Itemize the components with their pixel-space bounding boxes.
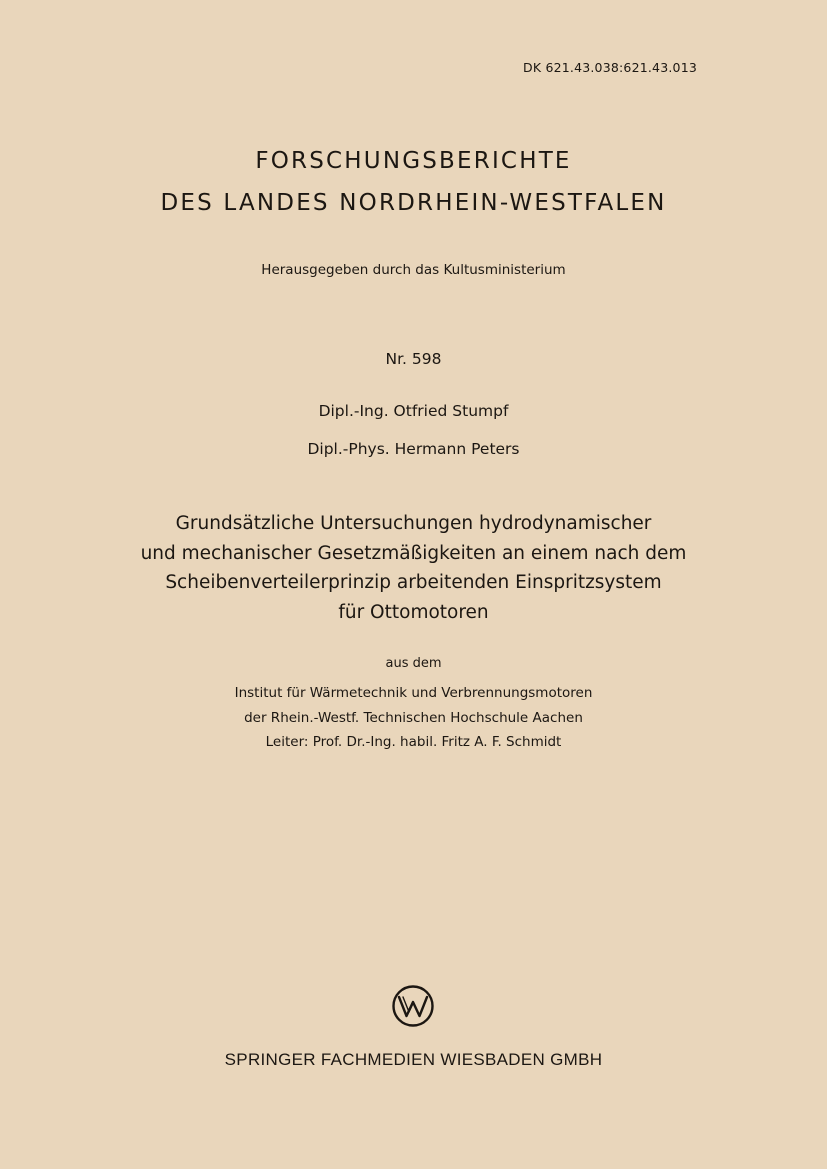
institute-line: Institut für Wärmetechnik und Verbrennungsmotoren [234,685,593,701]
institute-block [0,681,827,755]
institute-line: Leiter: Prof. Dr.-Ing. habil. Fritz A. F. Schmidt [265,734,562,750]
author-1: Dipl.-Ing. Otfried Stumpf [318,402,509,420]
publisher-logo-icon [391,984,435,1028]
report-number: Nr. 598 [385,350,442,368]
series-title-line-2: DES LANDES NORDRHEIN-WESTFALEN [160,190,667,216]
origin-intro: aus dem [385,656,442,671]
report-title [0,509,827,627]
classification-code: DK 621.43.038:621.43.013 [523,60,697,75]
title-line: für Ottomotoren [338,601,489,623]
title-line: und mechanischer Gesetzmäßigkeiten an einem nach dem [140,542,687,564]
title-line: Scheibenverteilerprinzip arbeitenden Einspritzsystem [165,572,662,593]
series-title-line-1: FORSCHUNGSBERICHTE [255,148,572,174]
series-publisher-note: Herausgegeben durch das Kultusministerium [261,262,566,278]
author-2: Dipl.-Phys. Hermann Peters [307,440,520,458]
publisher-name: SPRINGER FACHMEDIEN WIESBADEN GMBH [224,1050,603,1069]
institute-line: der Rhein.-Westf. Technischen Hochschule Aachen [244,709,583,726]
title-line: Grundsätzliche Untersuchungen hydrodynamischer [175,513,652,534]
